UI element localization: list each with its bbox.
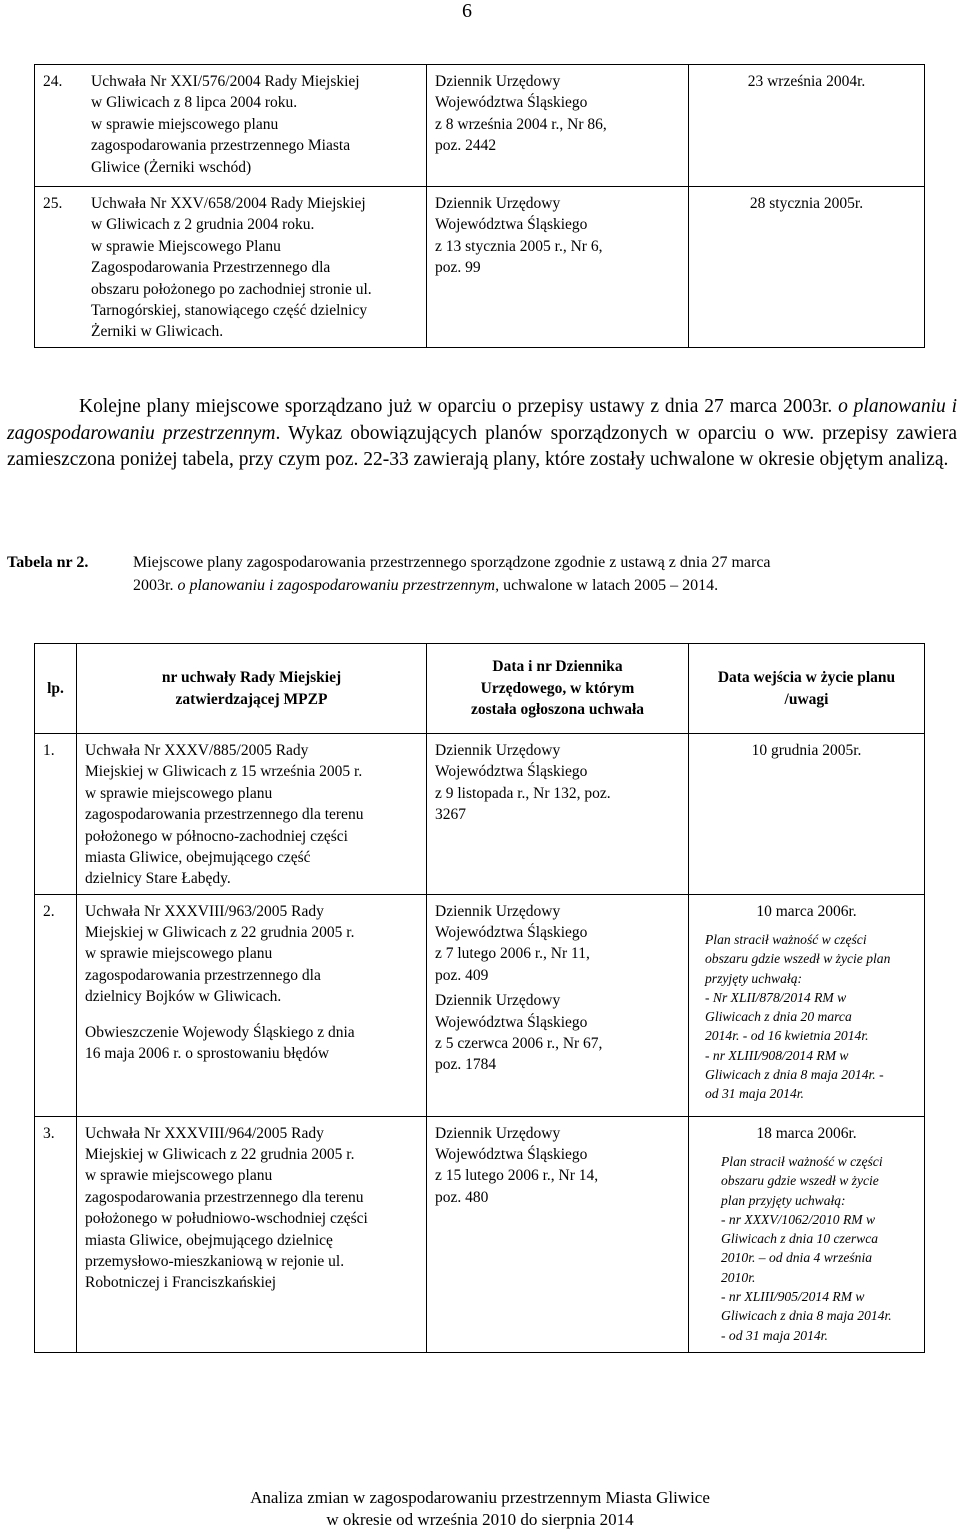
header-resolution: nr uchwały Rady Miejskiej zatwierdzającej MPZP	[77, 644, 427, 734]
resolution-cell	[77, 734, 427, 895]
journal-text: Dziennik Urzędowy Województwa Śląskiego z 7 lutego 2006 r., Nr 11, poz. 409	[435, 902, 590, 984]
caption-text-2: 2003r.	[133, 577, 178, 595]
resolution-cell	[35, 65, 427, 187]
journal-cell	[427, 187, 689, 348]
correction-notice: Obwieszczenie Wojewody Śląskiego z dnia 16 maja 2006 r. o sprostowaniu błędów	[85, 1023, 355, 1062]
table-row	[35, 894, 925, 1116]
date-cell	[689, 894, 925, 1116]
previous-plans-table	[34, 64, 925, 348]
table-row	[35, 65, 925, 187]
header-date: Data wejścia w życie planu /uwagi	[689, 644, 925, 734]
date-cell	[689, 734, 925, 895]
validity-note: Plan stracił ważność w części obszaru gdzie wszedł w życie plan przyjęty uchwałą: - nr XXXV/1062/2010 RM w Gliwicach z dnia 10 czerwca 2010r. – od dnia 4 września 2010r. - nr XLIII/905/2014 RM w Gliwicach z dnia 8 maja 2014r. - od 31 maja 2014r.	[721, 1154, 892, 1343]
resolution-cell	[77, 894, 427, 1116]
header-journal: Data i nr Dziennika Urzędowego, w którym została ogłoszona uchwała	[427, 644, 689, 734]
effective-date: 28 stycznia 2005r.	[749, 195, 864, 212]
table-row	[35, 1116, 925, 1352]
date-cell	[689, 1116, 925, 1352]
intro-paragraph	[7, 394, 957, 474]
resolution-cell	[35, 187, 427, 348]
resolution-text: Uchwała Nr XXV/658/2004 Rady Miejskiej w Gliwicach z 2 grudnia 2004 roku. w sprawie Miejscowego Planu Zagospodarowania Przestrzennego dla obszaru położonego po zachodniej stronie ul. Tarnogórskiej, stanowiącego część dzielnicy Żerniki w Gliwicach.	[91, 195, 372, 341]
table-row	[35, 187, 925, 348]
journal-text: Dziennik Urzędowy Województwa Śląskiego z 13 stycznia 2005 r., Nr 6, poz. 99	[435, 195, 603, 277]
journal-cell	[427, 1116, 689, 1352]
lp-cell: 1.	[35, 734, 77, 895]
effective-date: 23 września 2004r.	[747, 73, 866, 90]
journal-text: Dziennik Urzędowy Województwa Śląskiego z 15 lutego 2006 r., Nr 14, poz. 480	[435, 1124, 599, 1206]
caption-label: Tabela nr 2.	[7, 554, 89, 571]
date-cell	[689, 65, 925, 187]
table-caption	[7, 551, 957, 597]
resolution-text: Uchwała Nr XXXV/885/2005 Rady Miejskiej w Gliwicach z 15 września 2005 r. w sprawie miejscowego planu zagospodarowania przestrzennego dla terenu położonego w północno-zachodniej części miasta Gliwice, obejmującego część dzielnicy Stare Łabędy.	[85, 742, 364, 888]
effective-date: 10 marca 2006r.	[756, 902, 857, 920]
footer-line-1: Analiza zmian w zagospodarowaniu przestrzennym Miasta Gliwice	[250, 1488, 710, 1507]
footer-line-2: w okresie od września 2010 do sierpnia 2014	[326, 1510, 634, 1530]
page-number: 6	[462, 0, 472, 22]
resolution-cell	[77, 1116, 427, 1352]
journal-cell	[427, 734, 689, 895]
resolution-text: Uchwała Nr XXI/576/2004 Rady Miejskiej w Gliwicach z 8 lipca 2004 roku. w sprawie miejscowego planu zagospodarowania przestrzennego Miasta Gliwice (Żerniki wschód)	[91, 73, 360, 176]
caption-text: Miejscowe plany zagospodarowania przestrzennego sporządzone zgodnie z ustawą z dnia 27 marca	[133, 554, 771, 571]
paragraph-text: Kolejne plany miejscowe sporządzano już w oparciu o przepisy ustawy z dnia 27 marca 2003r.	[79, 396, 839, 417]
row-number: 24.	[43, 73, 63, 90]
journal-text-2: Dziennik Urzędowy Województwa Śląskiego z 5 czerwca 2006 r., Nr 67, poz. 1784	[435, 992, 603, 1074]
lp-cell: 3.	[35, 1116, 77, 1352]
page-footer	[0, 1487, 960, 1532]
header-lp: lp.	[35, 644, 77, 734]
journal-text: Dziennik Urzędowy Województwa Śląskiego z 8 września 2004 r., Nr 86, poz. 2442	[435, 73, 607, 155]
resolution-text: Uchwała Nr XXXVIII/964/2005 Rady Miejskiej w Gliwicach z 22 grudnia 2005 r. w sprawie miejscowego planu zagospodarowania przestrzennego dla terenu położonego w południowo-wschodniej części miasta Gliwice, obejmującego dzielnicę przemysłowo-mieszkaniową w rejonie ul. Robotniczej i Franciszkańskiej	[85, 1124, 368, 1292]
journal-cell	[427, 894, 689, 1116]
journal-cell	[427, 65, 689, 187]
effective-date: 18 marca 2006r.	[756, 1124, 857, 1142]
act-title: o planowaniu i zagospodarowaniu przestrzennym	[7, 396, 957, 444]
table-row	[35, 734, 925, 895]
paragraph-text-cont: . Wykaz obowiązujących planów sporządzonych w oparciu o ww. przepisy zawiera zamieszczona poniżej tabela, przy czym poz. 22-33 zawierają plany, które zostały uchwalone w okresie objętym analizą.	[7, 422, 958, 471]
date-cell	[689, 187, 925, 348]
plans-table-2	[34, 643, 925, 1353]
validity-note: Plan stracił ważność w części obszaru gdzie wszedł w życie plan przyjęty uchwałą: - Nr XLII/878/2014 RM w Gliwicach z dnia 20 marca 2014r. - od 16 kwietnia 2014r. - nr XLIII/908/2014 RM w Gliwicach z dnia 8 maja 2014r. - od 31 maja 2014r.	[705, 932, 891, 1102]
caption-act-title: o planowaniu i zagospodarowaniu przestrzennym	[177, 577, 496, 595]
row-number: 25.	[43, 195, 63, 212]
resolution-text: Uchwała Nr XXXVIII/963/2005 Rady Miejskiej w Gliwicach z 22 grudnia 2005 r. w sprawie miejscowego planu zagospodarowania przestrzennego dla dzielnicy Bojków w Gliwicach.	[85, 902, 355, 1006]
caption-text-3: , uchwalone w latach 2005 – 2014.	[495, 577, 719, 595]
journal-text: Dziennik Urzędowy Województwa Śląskiego z 9 listopada r., Nr 132, poz. 3267	[435, 742, 611, 824]
lp-cell: 2.	[35, 894, 77, 1116]
effective-date: 10 grudnia 2005r.	[751, 742, 862, 759]
table-header-row	[35, 644, 925, 734]
